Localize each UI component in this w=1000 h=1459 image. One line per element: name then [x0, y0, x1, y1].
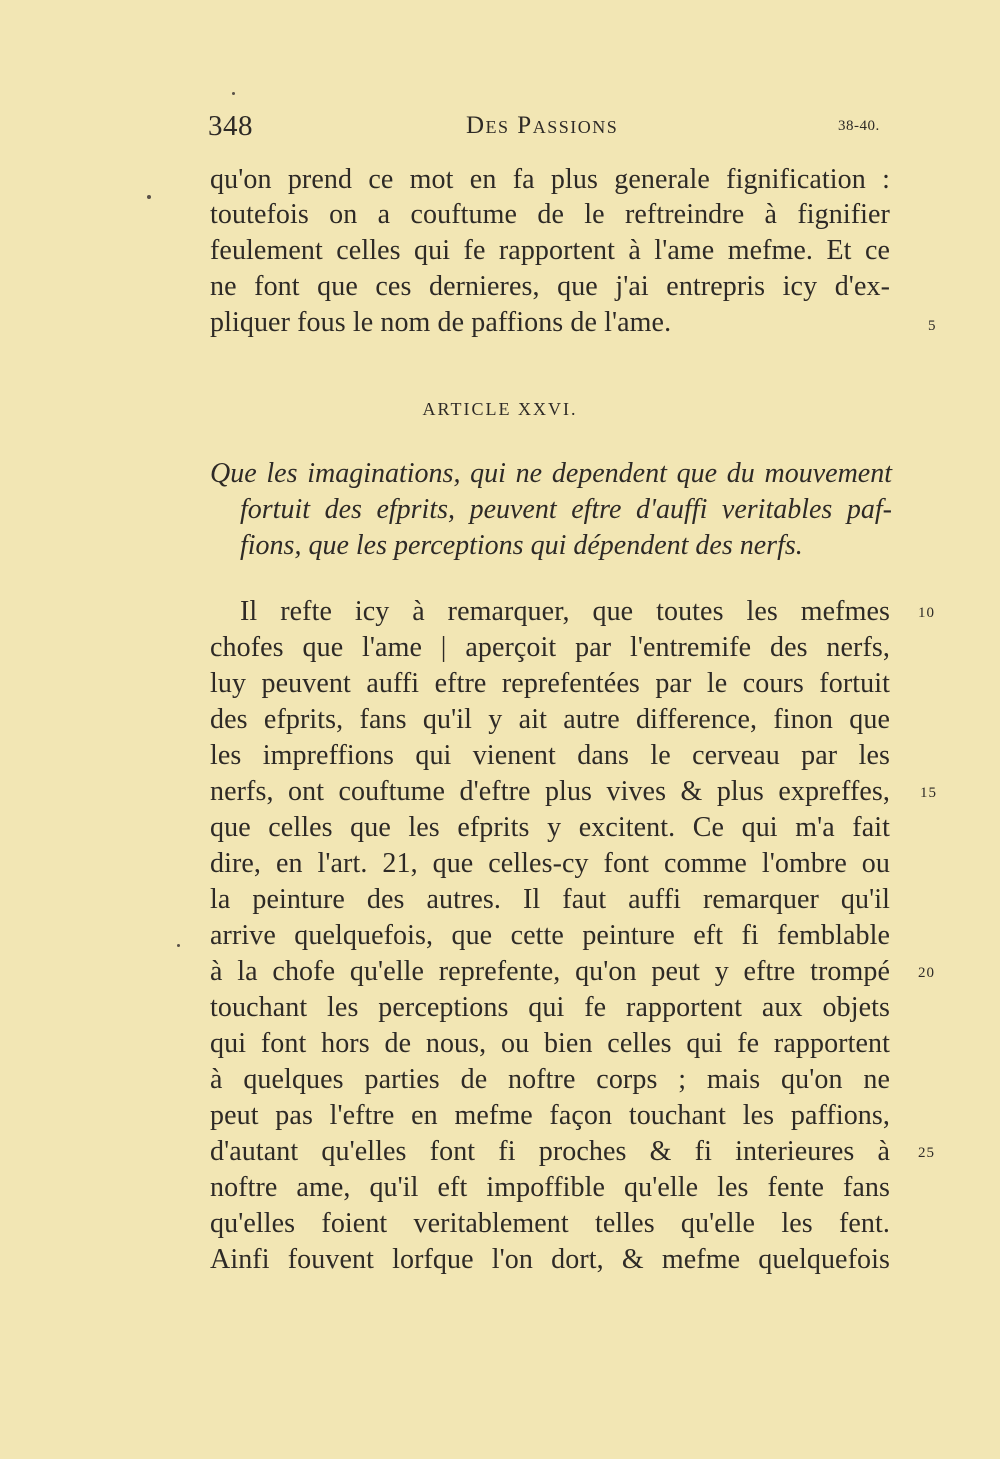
text-line: qu'elles foient veritablement telles qu'elle les fent. [210, 1208, 890, 1239]
text-line: ne font que ces dernieres, que j'ai entrepris icy d'ex- [210, 271, 890, 302]
text-line: d'autant qu'elles font fi proches & fi interieures à [210, 1136, 890, 1167]
line-number: 10 [918, 605, 935, 621]
article-title-line: Que les imaginations, qui ne dependent que du mouvement [210, 458, 892, 489]
text-line: pliquer fous le nom de paffions de l'ame. [210, 307, 672, 338]
text-line: Ainfi fouvent lorfque l'on dort, & mefme quelquefois [210, 1244, 890, 1275]
text-line: qui font hors de nous, ou bien celles qui fe rapportent [210, 1028, 890, 1059]
text-line: à quelques parties de noftre corps ; mais qu'on ne [210, 1064, 890, 1095]
text-line: chofes que l'ame | aperçoit par l'entremife des nerfs, [210, 632, 890, 663]
article-title-line: fions, que les perceptions qui dépendent des nerfs. [240, 530, 803, 561]
text-line: touchant les perceptions qui fe rapportent aux objets [210, 992, 890, 1023]
text-line: dire, en l'art. 21, que celles-cy font comme l'ombre ou [210, 848, 890, 879]
ink-speck [147, 195, 151, 199]
line-number: 20 [918, 965, 935, 981]
line-number: 15 [920, 785, 937, 801]
text-line: la peinture des autres. Il faut auffi remarquer qu'il [210, 884, 890, 915]
running-title: Des Passions [466, 112, 619, 139]
text-line: nerfs, ont couftume d'eftre plus vives & plus expreffes, [210, 776, 890, 807]
text-line: que celles que les efprits y excitent. Ce qui m'a fait [210, 812, 890, 843]
text-line: arrive quelquefois, que cette peinture eft fi femblable [210, 920, 890, 951]
text-line: les impreffions qui vienent dans le cerveau par les [210, 740, 890, 771]
text-line: qu'on prend ce mot en fa plus generale fignification : [210, 164, 890, 195]
text-line: à la chofe qu'elle reprefente, qu'on peut y eftre trompé [210, 956, 890, 987]
text-line: feulement celles qui fe rapportent à l'ame mefme. Et ce [210, 235, 890, 266]
text-line: noftre ame, qu'il eft impoffible qu'elle les fente fans [210, 1172, 890, 1203]
text-line: des efprits, fans qu'il y ait autre difference, finon que [210, 704, 890, 735]
page-number: 348 [208, 110, 253, 142]
line-number: 5 [928, 318, 937, 334]
article-heading: ARTICLE XXVI. [422, 399, 578, 419]
text-line: toutefois on a couftume de le reftreindre à fignifier [210, 199, 890, 230]
text-line: Il refte icy à remarquer, que toutes les mefmes [240, 596, 890, 627]
article-range: 38-40. [838, 118, 880, 134]
text-line: peut pas l'eftre en mefme façon touchant les paffions, [210, 1100, 890, 1131]
running-head [0, 110, 1000, 150]
ink-speck [232, 92, 235, 95]
article-title-line: fortuit des efprits, peuvent eftre d'auffi veritables paf- [240, 494, 892, 525]
line-number: 25 [918, 1145, 935, 1161]
text-line: luy peuvent auffi eftre reprefentées par le cours fortuit [210, 668, 890, 699]
ink-speck [177, 944, 180, 947]
